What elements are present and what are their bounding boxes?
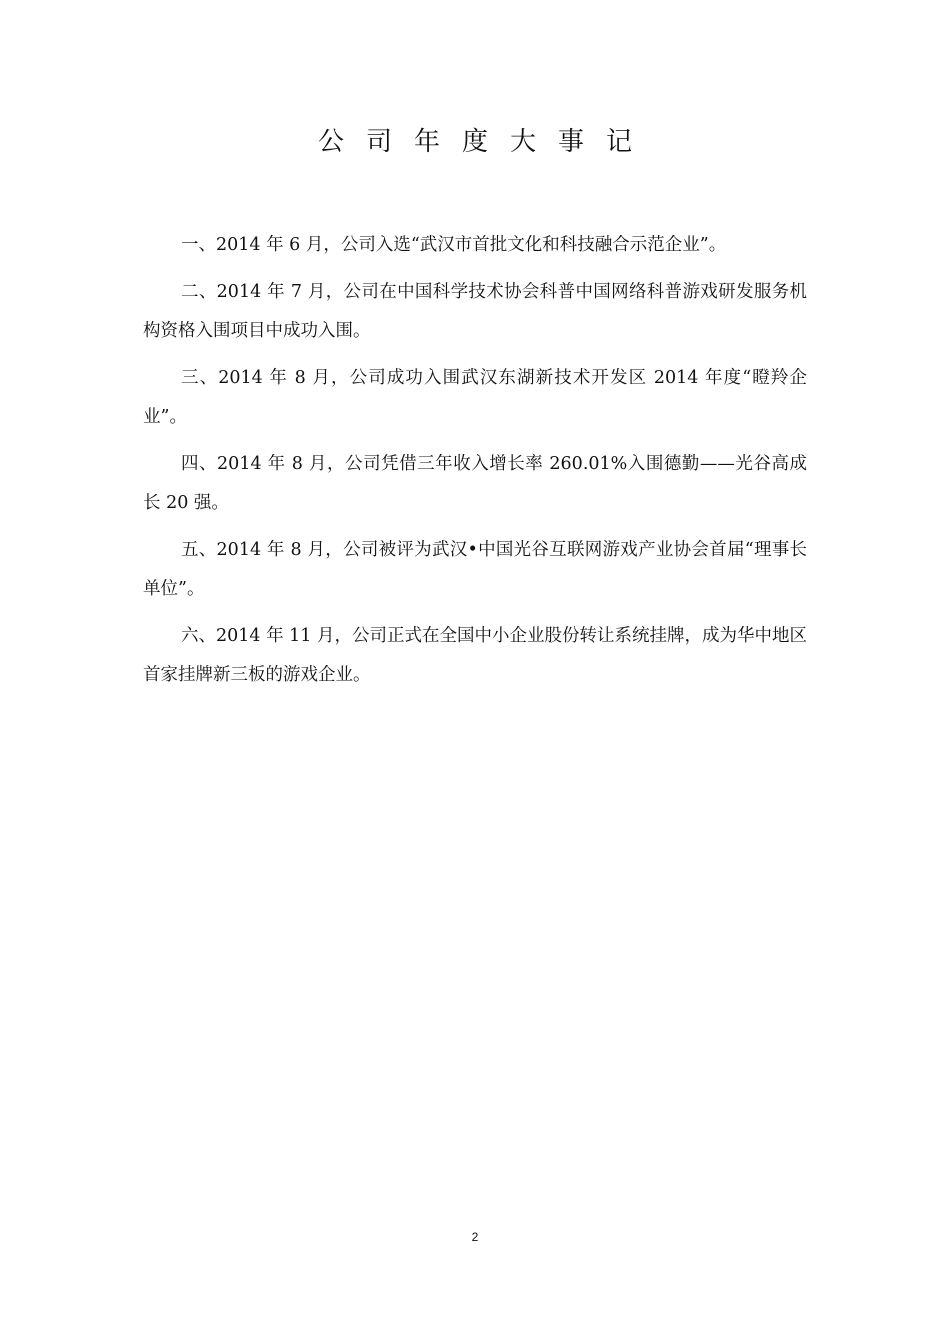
event-list [143,226,807,703]
event-item: 五、2014 年 8 月，公司被评为武汉•中国光谷互联网游戏产业协会首届“理事长单位”。 [143,540,807,599]
event-item: 二、2014 年 7 月，公司在中国科学技术协会科普中国网络科普游戏研发服务机构资格入围项目中成功入围。 [143,282,807,341]
page-title: 公司年度大事记 [317,127,654,157]
event-item: 三、2014 年 8 月，公司成功入围武汉东湖新技术开发区 2014 年度“瞪羚企业”。 [143,368,807,427]
event-item: 四、2014 年 8 月，公司凭借三年收入增长率 260.01%入围德勤——光谷高成长 20 强。 [143,454,807,513]
page-number: 2 [471,1230,479,1244]
event-item: 六、2014 年 11 月，公司正式在全国中小企业股份转让系统挂牌，成为华中地区首家挂牌新三板的游戏企业。 [143,626,807,685]
event-item: 一、2014 年 6 月，公司入选“武汉市首批文化和科技融合示范企业”。 [181,235,727,255]
